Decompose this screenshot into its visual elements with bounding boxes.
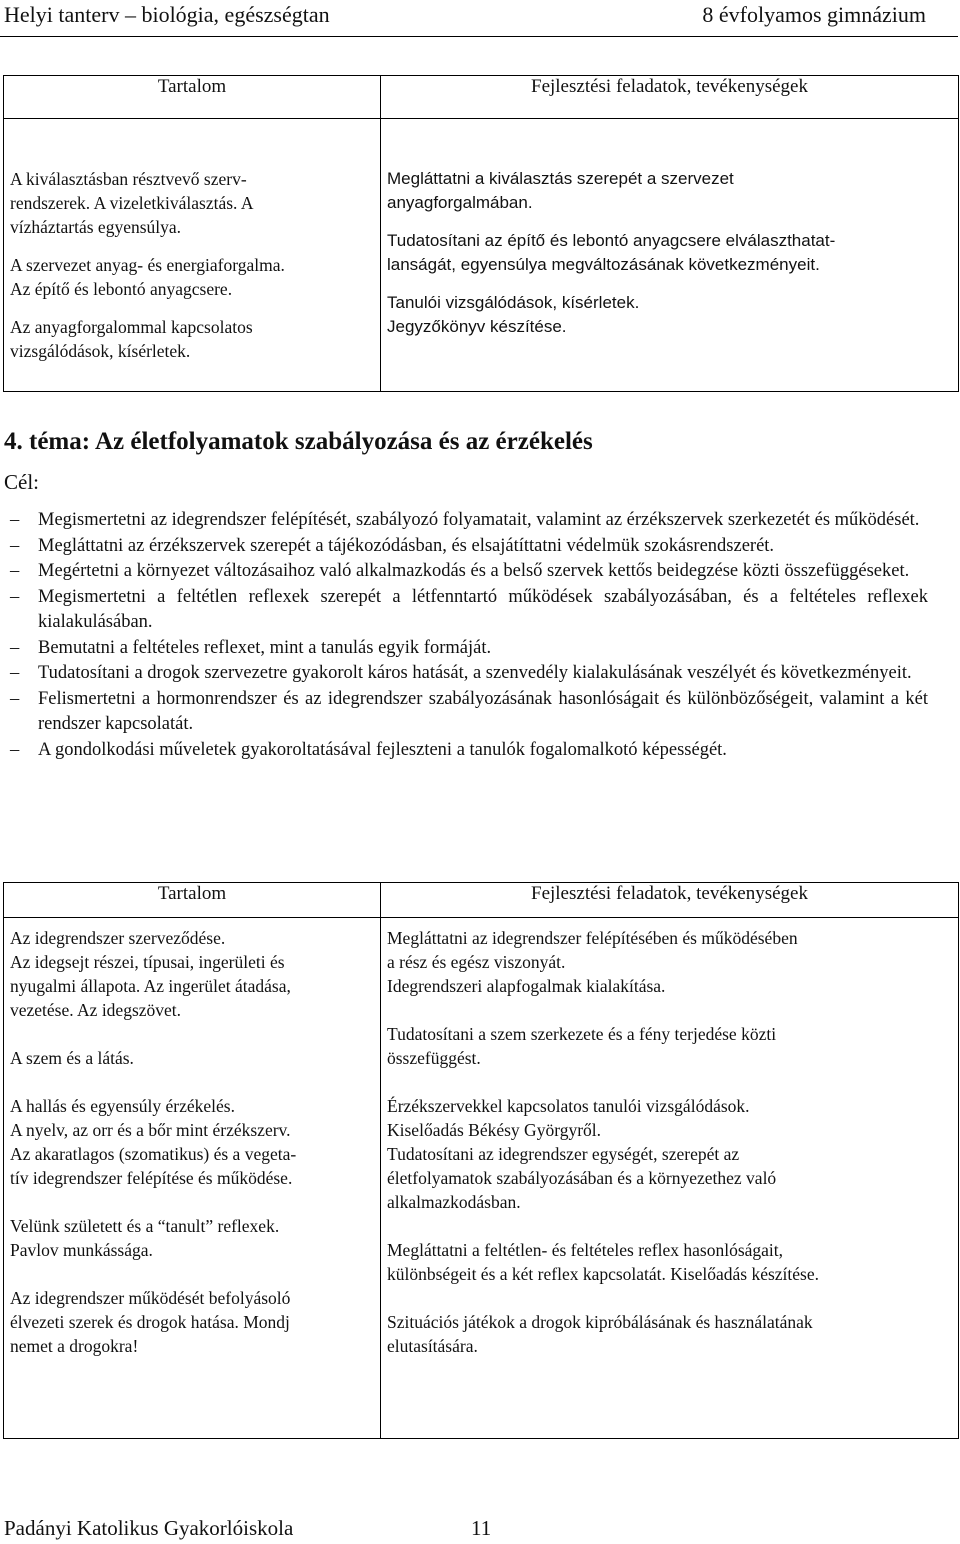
text-line: elutasítására.	[387, 1336, 478, 1356]
text-line: nemet a drogokra!	[10, 1336, 139, 1356]
dash-bullet: –	[10, 663, 20, 683]
footer-school: Padányi Katolikus Gyakorlóiskola	[4, 1516, 294, 1540]
text-line: Megláttatni a feltétlen- és feltételes reflex hasonlóságait,	[387, 1240, 784, 1260]
topic-title: Az életfolyamatok szabályozása és az érzékelés	[90, 428, 593, 455]
goal-text: Bemutatni a feltételes reflexet, mint a tanulás egyik formáját.	[38, 637, 492, 658]
text-block	[387, 926, 952, 998]
text-line: A szem és a látás.	[10, 1048, 134, 1068]
text-line: a rész és egész viszonyát.	[387, 952, 566, 972]
text-line: Kiselőadás Békésy Györgyről.	[387, 1120, 602, 1140]
dash-bullet: –	[10, 739, 20, 760]
goal-text: Felismertetni a hormonrendszer és az idegrendszer szabályozásának hasonlóságait és különbözőségeit, valamint a két rendszer kapcsolatát.	[38, 688, 928, 734]
text-line: Az építő és lebontó anyagcsere.	[10, 279, 233, 299]
text-line: A hallás és egyensúly érzékelés.	[10, 1096, 235, 1116]
text-line: Az idegsejt részei, típusai, ingerületi és	[10, 952, 285, 972]
page-footer	[4, 1516, 492, 1541]
text-line: Érzékszervekkel kapcsolatos tanulói vizsgálódások.	[387, 1096, 750, 1116]
text-block	[387, 1310, 952, 1358]
text-block	[387, 1094, 952, 1214]
page-header	[0, 0, 960, 44]
text-line: összefüggést.	[387, 1048, 481, 1068]
text-line: vízháztartás egyensúlya.	[10, 217, 182, 237]
dash-bullet: –	[10, 688, 20, 709]
paragraph	[10, 315, 374, 363]
paragraph	[387, 291, 952, 339]
paragraph	[10, 167, 374, 239]
text-line: különbségeit és a két reflex kapcsolatát. Kiselőadás készítése.	[387, 1264, 819, 1284]
text-block	[10, 1214, 374, 1262]
header-rule	[0, 36, 958, 37]
text-line: Megláttatni a kiválasztás szerepét a szervezet	[387, 169, 734, 188]
dash-bullet: –	[10, 561, 20, 581]
table2-content-cell	[4, 918, 381, 1439]
goal-text: Tudatosítani a drogok szervezetre gyakorolt káros hatását, a szenvedély kialakulásának veszélyét és következményeit.	[38, 663, 912, 683]
text-line: Szituációs játékok a drogok kipróbálásának és használatának	[387, 1312, 813, 1332]
table1-task-paragraphs	[381, 119, 958, 345]
goal-item	[10, 559, 928, 585]
table2-task-blocks	[381, 918, 958, 1364]
content-table-1	[3, 75, 959, 392]
header-left-title: Helyi tanterv – biológia, egészségtan	[4, 2, 330, 27]
header-right-title: 8 évfolyamos gimnázium	[702, 2, 926, 27]
text-block	[387, 1022, 952, 1070]
goal-item	[10, 636, 928, 662]
table2-content-blocks	[4, 918, 380, 1364]
text-line: Megláttatni az idegrendszer felépítésében és működésében	[387, 928, 798, 948]
footer-page-number: 11	[471, 1516, 492, 1540]
text-line: nyugalmi állapota. Az ingerület átadása,	[10, 976, 291, 996]
text-line: Velünk született és a “tanult” reflexek.	[10, 1216, 280, 1236]
goal-label: Cél:	[4, 470, 39, 494]
text-line: A szervezet anyag- és energiaforgalma.	[10, 255, 285, 275]
topic-number: 4. téma:	[4, 428, 91, 455]
goal-item	[10, 687, 928, 738]
dash-bullet: –	[10, 637, 20, 658]
text-block	[10, 1094, 374, 1190]
goal-item	[10, 661, 928, 687]
text-line: lanságát, egyensúlya megváltozásának következményeit.	[387, 255, 820, 274]
table2-header-tasks: Fejlesztési feladatok, tevékenységek	[381, 883, 959, 918]
text-line: életfolyamatok szabályozásában és a környezethez való	[387, 1168, 777, 1188]
goal-item	[10, 738, 928, 764]
paragraph	[387, 167, 952, 215]
table1-header-tasks: Fejlesztési feladatok, tevékenységek	[381, 76, 959, 119]
dash-bullet: –	[10, 586, 20, 607]
topic-heading	[4, 428, 593, 456]
goal-text: Megláttatni az érzékszervek szerepét a tájékozódásban, és elsajátíttatni védelmük szokásrendszerét.	[38, 535, 775, 556]
text-line: Pavlov munkássága.	[10, 1240, 153, 1260]
paragraph	[387, 229, 952, 277]
table2-tasks-cell	[381, 918, 959, 1439]
text-line: Idegrendszeri alapfogalmak kialakítása.	[387, 976, 666, 996]
text-block	[10, 1286, 374, 1358]
text-line: A nyelv, az orr és a bőr mint érzékszerv.	[10, 1120, 291, 1140]
table2-header-content: Tartalom	[4, 883, 381, 918]
goal-list	[10, 508, 928, 763]
goal-item	[10, 585, 928, 636]
table1-tasks-cell	[381, 119, 959, 392]
text-line: Az idegrendszer működését befolyásoló	[10, 1288, 291, 1308]
text-line: vezetése. Az idegszövet.	[10, 1000, 182, 1020]
table1-header-content: Tartalom	[4, 76, 381, 119]
text-line: Tudatosítani az építő és lebontó anyagcsere elválaszthatat-	[387, 231, 836, 250]
text-block	[387, 1238, 952, 1286]
table1-content-paragraphs	[4, 119, 380, 369]
text-line: Tudatosítani a szem szerkezete és a fény terjedése közti	[387, 1024, 777, 1044]
text-line: rendszerek. A vizeletkiválasztás. A	[10, 193, 254, 213]
goal-item	[10, 508, 928, 534]
goal-item	[10, 534, 928, 560]
goal-text: Megismertetni az idegrendszer felépítését, szabályozó folyamatait, valamint az érzékszervek szerkezetét és működését.	[38, 510, 920, 530]
content-table-2	[3, 882, 959, 1439]
text-block	[10, 1046, 374, 1070]
text-line: Az anyagforgalommal kapcsolatos	[10, 317, 253, 337]
goal-text: Megértetni a környezet változásaihoz való alkalmazkodás és a belső szervek kettős beidegzése közti összefüggéseket.	[38, 561, 910, 581]
dash-bullet: –	[10, 535, 20, 556]
text-line: tív idegrendszer felépítése és működése.	[10, 1168, 293, 1188]
text-block	[10, 926, 374, 1022]
text-line: A kiválasztásban résztvevő szerv-	[10, 169, 247, 189]
paragraph	[10, 253, 374, 301]
text-line: alkalmazkodásban.	[387, 1192, 521, 1212]
table1-content-cell	[4, 119, 381, 392]
text-line: Az akaratlagos (szomatikus) és a vegeta-	[10, 1144, 297, 1164]
goal-text: Megismertetni a feltétlen reflexek szerepét a létfenntartó működések szabályozásában, és a feltételes reflexek kialakulásában.	[38, 586, 928, 632]
text-line: élvezeti szerek és drogok hatása. Mondj	[10, 1312, 290, 1332]
text-line: Tanulói vizsgálódások, kísérletek.	[387, 293, 640, 312]
text-line: Jegyzőkönyv készítése.	[387, 317, 567, 336]
text-line: vizsgálódások, kísérletek.	[10, 341, 191, 361]
text-line: anyagforgalmában.	[387, 193, 533, 212]
dash-bullet: –	[10, 510, 20, 530]
text-line: Tudatosítani az idegrendszer egységét, szerepét az	[387, 1144, 740, 1164]
text-line: Az idegrendszer szerveződése.	[10, 928, 226, 948]
goal-text: A gondolkodási műveletek gyakoroltatásával fejleszteni a tanulók fogalomalkotó képességét.	[38, 739, 727, 760]
